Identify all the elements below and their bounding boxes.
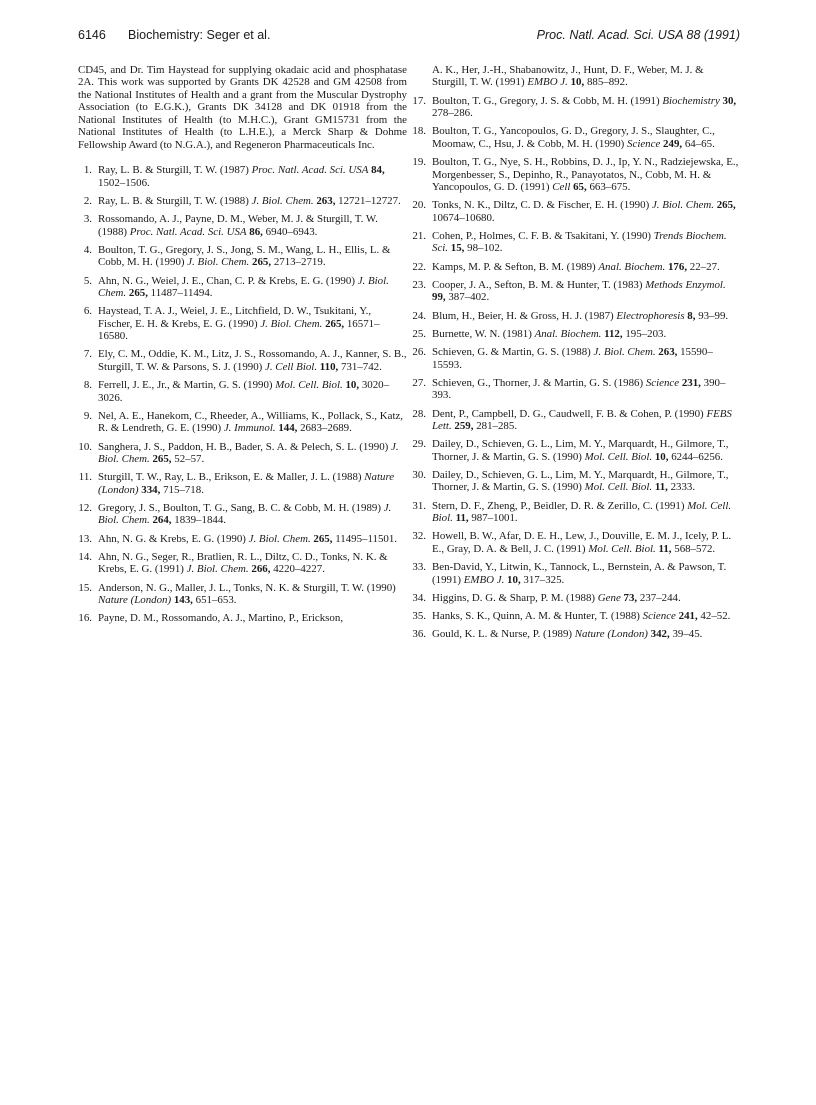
reference-volume: 15, (450, 242, 465, 255)
reference-volume: 265, (128, 286, 148, 299)
reference-item (412, 592, 741, 604)
reference-item (78, 195, 407, 207)
reference-item (412, 230, 741, 255)
reference-number: 9. (83, 409, 92, 422)
reference-list-left (78, 164, 407, 625)
reference-number: 6. (83, 305, 92, 318)
reference-journal: Mol. Cell. Biol. (432, 499, 732, 525)
reference-journal: J. Biol. Chem. (248, 532, 311, 545)
reference-item (78, 582, 407, 607)
reference-pages: 16571–16580. (98, 317, 380, 343)
reference-item (78, 213, 407, 238)
reference-journal: Science (627, 137, 661, 150)
reference-number: 36. (412, 628, 426, 641)
reference-item (78, 612, 407, 624)
reference-item (412, 279, 741, 304)
reference-authors: Ray, L. B. & Sturgill, T. W. (1988) (98, 194, 249, 207)
reference-authors: Kamps, M. P. & Sefton, B. M. (1989) (432, 260, 596, 273)
reference-item (412, 310, 741, 322)
reference-item (78, 275, 407, 300)
reference-list-right (412, 95, 741, 641)
reference-journal: Nature (London) (98, 594, 172, 607)
reference-volume: 263, (658, 346, 678, 359)
reference-item (412, 500, 741, 525)
reference-authors: Boulton, T. G., Gregory, J. S. & Cobb, M. H. (1991) (432, 94, 660, 107)
reference-journal: EMBO J. (527, 76, 568, 89)
reference-pages: 2333. (670, 481, 696, 494)
reference-number: 17. (412, 94, 426, 107)
reference-journal: Gene (597, 591, 621, 604)
reference-authors: Cooper, J. A., Sefton, B. M. & Hunter, T. (1983) (432, 278, 643, 291)
reference-journal: Mol. Cell. Biol. (588, 542, 656, 555)
reference-number: 18. (412, 125, 426, 138)
reference-item (78, 471, 407, 496)
reference-pages: 6244–6256. (671, 450, 723, 463)
reference-authors: Dent, P., Campbell, D. G., Caudwell, F. B. & Cohen, P. (1990) (432, 407, 704, 420)
reference-volume: 10, (654, 450, 669, 463)
reference-pages: 317–325. (523, 573, 565, 586)
reference-journal: Science (642, 610, 676, 622)
reference-pages: 64–65. (684, 137, 715, 150)
reference-volume: 231, (681, 376, 701, 389)
reference-authors: Ahn, N. G., Seger, R., Bratlien, R. L., Diltz, C. D., Tonks, N. K. & Krebs, E. G. (1991) (98, 550, 388, 576)
reference-item (78, 164, 407, 189)
reference-pages: 10674–10680. (432, 211, 495, 224)
reference-number: 3. (83, 213, 92, 226)
reference-pages: 568–572. (674, 542, 716, 555)
reference-journal: Proc. Natl. Acad. Sci. USA (251, 164, 369, 177)
reference-journal: J. Biol. Chem. (260, 317, 323, 330)
reference-volume: 86, (249, 225, 263, 238)
reference-number: 7. (83, 348, 92, 361)
reference-number: 32. (412, 530, 426, 543)
acknowledgment-paragraph: CD45, and Dr. Tim Haystead for supplying okadaic acid and phosphatase 2A. This work was supported by Grants DK 42528 and GM 42508 from the National Institutes of Health and a grant from the Muscular Dystrophy Association (to E.G.K.), Grants DK 34128 and DK 01918 from the National Institutes of Health (to M.H.C.), Grant GM15731 from the National Institutes of Health (to L.H.E.), a Merck Sharp & Dohme Fellowship Award (to N.G.A.), and Regeneron Pharmaceuticals Inc. (78, 64, 407, 151)
reference-volume: 265, (716, 199, 736, 212)
reference-authors: Burnette, W. N. (1981) (432, 327, 532, 340)
reference-authors: Boulton, T. G., Nye, S. H., Robbins, D. J., Ip, Y. N., Radziejewska, E., Morgenbesser, S., Depinho, R., Panayotatos, N., Cobb, M. H. & Yancopoulos, G. D. (1991) (432, 156, 739, 194)
reference-authors: Rossomando, A. J., Payne, D. M., Weber, M. J. & Sturgill, T. W. (1988) (98, 213, 378, 238)
reference-volume: 99, (432, 291, 446, 304)
reference-item (412, 125, 741, 150)
reference-number: 24. (412, 309, 426, 322)
reference-journal: Proc. Natl. Acad. Sci. USA (129, 225, 247, 238)
reference-journal: J. Biol. Chem. (186, 563, 249, 576)
reference-item (412, 438, 741, 463)
reference-item (412, 408, 741, 433)
reference-number: 16. (78, 612, 92, 625)
reference-number: 35. (412, 610, 426, 622)
reference-pages: 278–286. (432, 107, 473, 120)
reference-authors: Higgins, D. G. & Sharp, P. M. (1988) (432, 591, 596, 604)
reference-pages: 98–102. (467, 242, 503, 255)
reference-item (412, 628, 741, 640)
reference-journal: Electrophoresis (616, 309, 685, 322)
reference-journal: Anal. Biochem. (598, 260, 666, 273)
reference-authors: Schieven, G., Thorner, J. & Martin, G. S. (1986) (432, 376, 644, 389)
reference-journal: FEBS Lett. (432, 407, 732, 432)
reference-item (412, 199, 741, 224)
reference-volume: 11, (455, 512, 469, 525)
reference-pages: 11495–11501. (335, 532, 398, 545)
reference-number: 34. (412, 591, 426, 604)
reference-number: 20. (412, 199, 426, 212)
reference-volume: 144, (278, 422, 298, 435)
reference-volume: 11, (654, 481, 668, 494)
reference-number: 1. (83, 164, 92, 177)
reference-journal: Nature (London) (574, 628, 648, 641)
reference-number: 14. (78, 550, 92, 563)
reference-volume: 8, (687, 309, 696, 322)
reference-item (412, 377, 741, 402)
reference-number: 11. (78, 471, 92, 484)
reference-volume: 10, (345, 379, 360, 392)
page-number: 6146 (78, 28, 106, 42)
reference-authors: Ely, C. M., Oddie, K. M., Litz, J. S., Rossomando, A. J., Kanner, S. B., Sturgill, T. W. & Parsons, S. J. (1990) (98, 348, 407, 373)
reference-pages: 387–402. (448, 291, 490, 304)
reference-item (78, 441, 407, 466)
reference-pages: 731–742. (341, 360, 382, 373)
reference-volume: 73, (623, 591, 638, 604)
reference-pages: 195–203. (625, 327, 667, 340)
reference-journal: Science (645, 376, 680, 389)
reference-volume: 263, (316, 194, 336, 207)
reference-volume: 110, (319, 360, 339, 373)
reference-authors: Sturgill, T. W., Ray, L. B., Erikson, E. & Maller, J. L. (1988) (98, 471, 362, 484)
reference-pages: 52–57. (174, 452, 205, 465)
reference-pages: 42–52. (700, 610, 731, 622)
reference-authors: Stern, D. F., Zheng, P., Beidler, D. R. & Zerillo, C. (1991) (432, 499, 685, 512)
reference-number: 27. (412, 376, 426, 389)
reference-volume: 65, (573, 181, 587, 194)
reference-pages: 4220–4227. (273, 563, 325, 576)
reference-authors: Cohen, P., Holmes, C. F. B. & Tsakitani, Y. (1990) (432, 229, 652, 242)
reference-journal: Mol. Cell. Biol. (584, 450, 653, 463)
reference-authors: Dailey, D., Schieven, G. L., Lim, M. Y., Marquardt, H., Gilmore, T., Thorner, J. & Martin, G. S. (1990) (432, 468, 729, 494)
reference-number: 23. (412, 278, 426, 291)
reference-volume: 265, (325, 317, 345, 330)
reference-number: 2. (83, 194, 92, 207)
reference-journal: Mol. Cell. Biol. (275, 379, 343, 392)
reference-item (412, 261, 741, 273)
reference-pages: 3020–3026. (98, 379, 390, 404)
reference-pages: 39–45. (672, 628, 703, 641)
reference-16-continuation (412, 64, 741, 89)
reference-volume: 10, (570, 76, 585, 89)
reference-volume: 265, (152, 452, 172, 465)
reference-authors: Ferrell, J. E., Jr., & Martin, G. S. (1990) (98, 379, 273, 392)
reference-number: 29. (412, 438, 426, 451)
reference-number: 33. (412, 561, 426, 574)
reference-journal: J. Biol. Chem. (593, 346, 656, 359)
reference-volume: 176, (667, 260, 688, 273)
reference-authors: Anderson, N. G., Maller, J. L., Tonks, N. K. & Sturgill, T. W. (1990) (98, 581, 396, 594)
reference-journal: Cell (552, 181, 571, 194)
reference-item (412, 328, 741, 340)
reference-authors: Howell, B. W., Afar, D. E. H., Lew, J., Douville, E. M. J., Icely, P. L. E., Gray, D. A. & Bell, J. C. (1991) (432, 530, 732, 555)
reference-volume: 334, (141, 483, 161, 496)
reference-journal: J. Biol. Chem. (187, 256, 250, 269)
reference-volume: 112, (604, 327, 623, 340)
reference-number: 21. (412, 229, 426, 242)
reference-pages: 1839–1844. (174, 514, 226, 527)
reference-number: 30. (412, 468, 426, 481)
reference-journal: J. Biol. Chem. (98, 440, 399, 465)
reference-journal: J. Biol. Chem. (651, 199, 714, 212)
reference-volume: 265, (252, 256, 272, 269)
reference-journal: Nature (London) (98, 471, 395, 496)
reference-authors: Boulton, T. G., Yancopoulos, G. D., Gregory, J. S., Slaughter, C., Moomaw, C., Hsu, J. & Cobb, M. H. (1990) (432, 125, 715, 150)
reference-authors: Gould, K. L. & Nurse, P. (1989) (432, 628, 573, 641)
reference-number: 22. (412, 260, 426, 273)
reference-pages: 281–285. (476, 419, 518, 432)
reference-pages: 1502–1506. (98, 176, 150, 189)
reference-journal: Methods Enzymol. (645, 278, 726, 291)
reference-item (78, 551, 407, 576)
reference-volume: 30, (722, 94, 737, 107)
reference-authors: Ray, L. B. & Sturgill, T. W. (1987) (98, 164, 249, 177)
reference-pages: 93–99. (698, 309, 729, 322)
reference-authors: Ahn, N. G., Weiel, J. E., Chan, C. P. & Krebs, E. G. (1990) (98, 274, 355, 287)
reference-volume: 241, (678, 610, 698, 622)
reference-volume: 259, (454, 419, 474, 432)
reference-authors: Blum, H., Beier, H. & Gross, H. J. (1987) (432, 309, 614, 322)
reference-pages: 12721–12727. (338, 194, 401, 207)
reference-pages: 15590–15593. (432, 346, 713, 371)
reference-pages: 651–653. (195, 594, 237, 607)
reference-number: 15. (78, 581, 92, 594)
reference-pages: 6940–6943. (265, 225, 318, 238)
reference-item (412, 346, 741, 371)
reference-authors: A. K., Her, J.-H., Shabanowitz, J., Hunt, D. F., Weber, M. J. & Sturgill, T. W. (1991) (432, 64, 704, 89)
reference-journal: J. Biol. Chem. (251, 194, 314, 207)
reference-authors: Gregory, J. S., Boulton, T. G., Sang, B. C. & Cobb, M. H. (1989) (98, 501, 381, 514)
reference-journal: Mol. Cell. Biol. (584, 481, 653, 494)
reference-journal: J. Immunol. (223, 422, 276, 435)
reference-item (412, 156, 741, 193)
reference-item (78, 533, 407, 545)
reference-volume: 11, (658, 542, 672, 555)
reference-volume: 266, (251, 563, 271, 576)
reference-pages: 11487–11494. (150, 286, 213, 299)
reference-volume: 143, (173, 594, 193, 607)
reference-authors: Dailey, D., Schieven, G. L., Lim, M. Y., Marquardt, H., Gilmore, T., Thorner, J. & Martin, G. S. (1990) (432, 438, 729, 463)
reference-item (412, 610, 741, 622)
reference-number: 25. (412, 327, 426, 340)
reference-volume: 84, (371, 164, 385, 177)
reference-item (78, 348, 407, 373)
reference-pages: 390–393. (432, 376, 726, 402)
reference-number: 13. (78, 532, 92, 545)
reference-number: 5. (83, 274, 92, 287)
reference-authors: Ben-David, Y., Litwin, K., Tannock, L., Bernstein, A. & Pawson, T. (1991) (432, 561, 727, 586)
reference-item (78, 410, 407, 435)
reference-authors: Hanks, S. K., Quinn, A. M. & Hunter, T. (1988) (432, 610, 640, 622)
reference-item (78, 305, 407, 342)
reference-item (412, 95, 741, 120)
reference-journal: J. Biol. Chem. (98, 501, 392, 527)
reference-pages: 22–27. (689, 260, 720, 273)
reference-pages: 663–675. (589, 181, 631, 194)
reference-pages: 237–244. (639, 591, 681, 604)
reference-volume: 10, (507, 573, 521, 586)
reference-journal: J. Biol. Chem. (98, 274, 389, 299)
reference-pages: 715–718. (163, 483, 204, 496)
reference-number: 10. (78, 440, 92, 453)
reference-pages: 2683–2689. (300, 422, 352, 435)
reference-item (412, 561, 741, 586)
reference-authors: Schieven, G. & Martin, G. S. (1988) (432, 346, 591, 359)
reference-number: 28. (412, 407, 426, 420)
reference-journal: Trends Biochem. Sci. (432, 229, 727, 255)
reference-item (412, 530, 741, 555)
right-column (412, 64, 741, 647)
reference-journal: Biochemistry (662, 94, 720, 107)
reference-item (78, 502, 407, 527)
reference-authors: Ahn, N. G. & Krebs, E. G. (1990) (98, 532, 246, 545)
reference-authors: Sanghera, J. S., Paddon, H. B., Bader, S. A. & Pelech, S. L. (1990) (98, 440, 389, 453)
reference-pages: 987–1001. (471, 512, 518, 525)
reference-authors: Haystead, T. A. J., Weiel, J. E., Litchfield, D. W., Tsukitani, Y., Fischer, E. H. & Krebs, E. G. (1990) (98, 305, 372, 330)
reference-volume: 342, (650, 628, 670, 641)
reference-item (78, 379, 407, 404)
reference-volume: 249, (663, 137, 683, 150)
reference-volume: 264, (152, 514, 172, 527)
reference-journal: EMBO J. (463, 573, 505, 586)
reference-journal: Anal. Biochem. (534, 327, 602, 340)
reference-number: 31. (412, 499, 426, 512)
reference-number: 8. (83, 379, 92, 392)
reference-number: 12. (78, 501, 92, 514)
reference-number: 26. (412, 346, 426, 359)
reference-number: 19. (412, 156, 426, 169)
reference-pages: 2713–2719. (273, 256, 326, 269)
reference-authors: Payne, D. M., Rossomando, A. J., Martino, P., Erickson, (98, 612, 344, 625)
reference-item (412, 469, 741, 494)
left-column (78, 64, 407, 631)
reference-authors: Boulton, T. G., Gregory, J. S., Jong, S. M., Wang, L. H., Ellis, L. & Cobb, M. H. (1990) (98, 243, 391, 269)
reference-authors: Tonks, N. K., Diltz, C. D. & Fischer, E. H. (1990) (432, 199, 650, 212)
journal-citation: Proc. Natl. Acad. Sci. USA 88 (1991) (536, 28, 740, 42)
reference-item (78, 244, 407, 269)
reference-authors: Nel, A. E., Hanekom, C., Rheeder, A., Williams, K., Pollack, S., Katz, R. & Lendreth, G. E. (1990) (98, 409, 404, 435)
reference-volume: 265, (313, 532, 333, 545)
reference-journal: J. Cell Biol. (265, 360, 318, 373)
reference-number: 4. (83, 243, 92, 256)
journal-section-title: Biochemistry: Seger et al. (128, 28, 271, 42)
running-header (78, 25, 740, 45)
reference-pages: 885–892. (586, 76, 628, 89)
